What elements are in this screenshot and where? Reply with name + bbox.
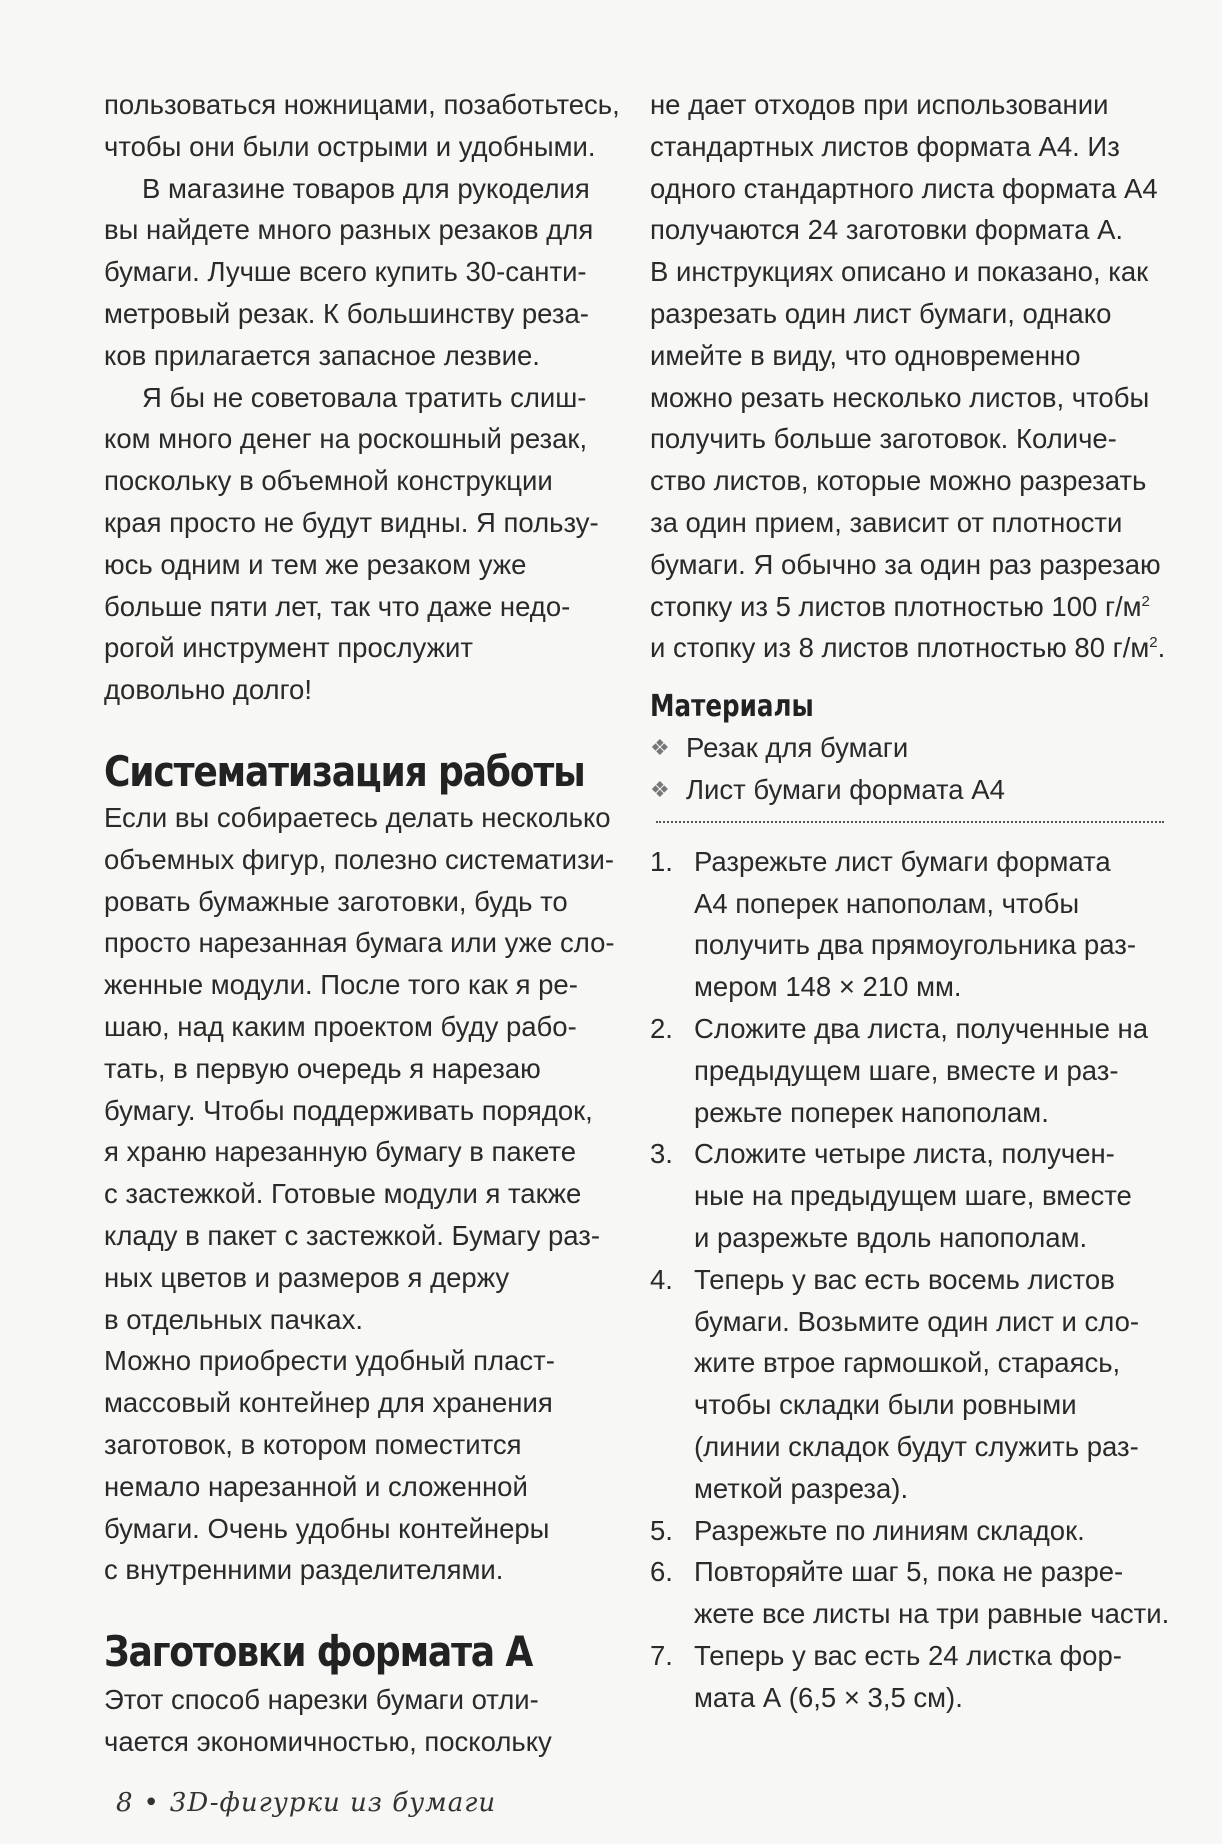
text-line: Теперь у вас есть 24 листка фор- bbox=[694, 1639, 1122, 1671]
page-footer bbox=[116, 1788, 496, 1818]
text-line: женные модули. После того как я ре- bbox=[104, 969, 578, 1001]
text-line: Можно приобрести удобный пласт- bbox=[104, 1345, 555, 1377]
text-line: А4 поперек напополам, чтобы bbox=[694, 887, 1080, 919]
text-line: просто нарезанная бумага или уже сло- bbox=[104, 927, 615, 959]
text-line: ком много денег на роскошный резак, bbox=[104, 423, 588, 455]
text-line: шаю, над каким проектом буду рабо- bbox=[104, 1010, 577, 1042]
step-text bbox=[694, 1259, 1170, 1510]
step-number: 3. bbox=[650, 1138, 673, 1170]
left-column bbox=[104, 84, 624, 1763]
text-line: бумаги. Я обычно за один раз разрезаю bbox=[650, 548, 1161, 580]
right-column bbox=[650, 84, 1170, 1718]
text-line: получить больше заготовок. Количе- bbox=[650, 423, 1117, 455]
step-item bbox=[650, 1510, 1170, 1552]
step-number: 7. bbox=[650, 1639, 673, 1671]
text-line: немало нарезанной и сложенной bbox=[104, 1470, 528, 1502]
section-heading: Систематизация работы bbox=[104, 746, 585, 796]
text-line: (линии складок будут служить раз- bbox=[694, 1430, 1139, 1462]
step-item bbox=[650, 1551, 1170, 1635]
diamond-bullet-icon: ❖ bbox=[650, 776, 670, 802]
materials-list bbox=[650, 727, 1170, 811]
paragraph bbox=[104, 1679, 624, 1763]
step-item bbox=[650, 1259, 1170, 1510]
text-line: получаются 24 заготовки формата А. bbox=[650, 214, 1124, 246]
book-title: 3D-фигурки из бумаги bbox=[169, 1788, 497, 1818]
text-line: и стопку из 8 листов плотностью 80 $г/м^2$. bbox=[650, 632, 1166, 664]
text-line: пользоваться ножницами, позаботьтесь, bbox=[104, 89, 620, 120]
paragraph bbox=[104, 84, 624, 168]
text-line: не дает отходов при использовании bbox=[650, 89, 1109, 120]
text-line: Если вы собираетесь делать несколько bbox=[104, 801, 611, 833]
text-line: Сложите два листа, полученные на bbox=[694, 1012, 1149, 1044]
text-line: ные на предыдущем шаге, вместе bbox=[694, 1180, 1132, 1212]
text-line: юсь одним и тем же резаком уже bbox=[104, 548, 527, 580]
step-text bbox=[694, 841, 1170, 1008]
text-line: края просто не будут видны. Я пользу- bbox=[104, 506, 599, 538]
step-item bbox=[650, 1133, 1170, 1258]
dotted-divider bbox=[656, 821, 1164, 823]
diamond-bullet-icon: ❖ bbox=[650, 735, 670, 761]
materials-item-label: Лист бумаги формата А4 bbox=[686, 773, 1005, 805]
text-line: Я бы не советовала тратить слиш- bbox=[142, 381, 587, 413]
text-line: Разрежьте по линиям складок. bbox=[694, 1514, 1085, 1546]
text-line: Этот способ нарезки бумаги отли- bbox=[104, 1684, 539, 1716]
text-line: стопку из 5 листов плотностью 100 $г/м^2$ bbox=[650, 590, 1150, 622]
step-number: 1. bbox=[650, 845, 673, 877]
text-line: тать, в первую очередь я нарезаю bbox=[104, 1052, 541, 1084]
text-line: предыдущем шаге, вместе и раз- bbox=[694, 1054, 1119, 1086]
text-line: одного стандартного листа формата А4 bbox=[650, 172, 1158, 204]
text-line: режьте поперек напополам. bbox=[694, 1096, 1049, 1128]
paragraph bbox=[104, 1340, 624, 1591]
text-line: вы найдете много разных резаков для bbox=[104, 214, 594, 246]
text-line: разрезать один лист бумаги, однако bbox=[650, 297, 1112, 329]
step-number: 5. bbox=[650, 1514, 673, 1546]
paragraph bbox=[104, 797, 624, 1340]
step-number: 6. bbox=[650, 1556, 673, 1588]
text-line: я храню нарезанную бумагу в пакете bbox=[104, 1136, 577, 1168]
text-line: можно резать несколько листов, чтобы bbox=[650, 381, 1150, 413]
text-line: бумаги. Лучше всего купить 30-санти- bbox=[104, 256, 587, 288]
text-line: ство листов, которые можно разрезать bbox=[650, 465, 1147, 497]
section-heading: Заготовки формата А bbox=[104, 1627, 533, 1677]
text-line: Сложите четыре листа, получен- bbox=[694, 1138, 1115, 1170]
text-line: с внутренними разделителями. bbox=[104, 1554, 504, 1586]
text-line: бумаги. Очень удобны контейнеры bbox=[104, 1512, 550, 1544]
step-text bbox=[694, 1635, 1170, 1719]
text-line: Разрежьте лист бумаги формата bbox=[694, 845, 1111, 877]
step-number: 2. bbox=[650, 1012, 673, 1044]
text-line: ных цветов и размеров я держу bbox=[104, 1261, 510, 1293]
text-line: кладу в пакет с застежкой. Бумагу раз- bbox=[104, 1219, 601, 1251]
step-text bbox=[694, 1133, 1170, 1258]
materials-item bbox=[650, 727, 1170, 769]
step-item bbox=[650, 841, 1170, 1008]
text-line: имейте в виду, что одновременно bbox=[650, 339, 1081, 371]
materials-heading: Материалы bbox=[650, 689, 814, 725]
text-line: метровый резак. К большинству реза- bbox=[104, 297, 589, 329]
text-line: поскольку в объемной конструкции bbox=[104, 465, 553, 497]
step-text bbox=[694, 1008, 1170, 1133]
text-line: меткой разреза). bbox=[694, 1472, 909, 1504]
text-line: чтобы они были острыми и удобными. bbox=[104, 130, 596, 162]
steps-list bbox=[650, 841, 1170, 1719]
text-line: стандартных листов формата А4. Из bbox=[650, 130, 1120, 162]
text-line: В магазине товаров для рукоделия bbox=[142, 172, 590, 204]
text-line: жите втрое гармошкой, стараясь, bbox=[694, 1347, 1121, 1379]
text-line: чтобы складки были ровными bbox=[694, 1389, 1077, 1421]
text-line: В инструкциях описано и показано, как bbox=[650, 256, 1149, 288]
materials-item bbox=[650, 769, 1170, 811]
text-line: в отдельных пачках. bbox=[104, 1303, 363, 1335]
text-line: мером 148 × 210 мм. bbox=[694, 971, 962, 1003]
step-item bbox=[650, 1635, 1170, 1719]
step-text bbox=[694, 1551, 1170, 1635]
footer-separator: • bbox=[143, 1788, 160, 1818]
text-line: жете все листы на три равные части. bbox=[694, 1598, 1170, 1630]
text-line: ровать бумажные заготовки, будь то bbox=[104, 885, 568, 917]
text-line: чается экономичностью, поскольку bbox=[104, 1725, 552, 1757]
text-line: бумаги. Возьмите один лист и сло- bbox=[694, 1305, 1140, 1337]
paragraph bbox=[650, 84, 1170, 586]
text-line: ков прилагается запасное лезвие. bbox=[104, 339, 540, 371]
paragraph bbox=[104, 168, 624, 377]
text-line: объемных фигур, полезно систематизи- bbox=[104, 843, 615, 875]
text-line: мата А (6,5 × 3,5 см). bbox=[694, 1681, 963, 1713]
page-number: 8 bbox=[116, 1788, 134, 1818]
text-line: массовый контейнер для хранения bbox=[104, 1387, 553, 1419]
text-line: и разрежьте вдоль напополам. bbox=[694, 1221, 1088, 1253]
materials-item-label: Резак для бумаги bbox=[686, 732, 909, 764]
paragraph bbox=[104, 377, 624, 711]
text-line: с застежкой. Готовые модули я также bbox=[104, 1178, 582, 1210]
text-line: Теперь у вас есть восемь листов bbox=[694, 1263, 1115, 1295]
text-line: больше пяти лет, так что даже недо- bbox=[104, 590, 571, 622]
text-line: бумагу. Чтобы поддерживать порядок, bbox=[104, 1094, 593, 1126]
text-line: заготовок, в котором поместится bbox=[104, 1428, 522, 1460]
step-number: 4. bbox=[650, 1263, 673, 1295]
text-line: довольно долго! bbox=[104, 674, 312, 706]
text-line: получить два прямоугольника раз- bbox=[694, 929, 1136, 961]
text-line: Повторяйте шаг 5, пока не разре- bbox=[694, 1556, 1124, 1588]
step-item bbox=[650, 1008, 1170, 1133]
step-text bbox=[694, 1510, 1170, 1552]
text-line: рогой инструмент прослужит bbox=[104, 632, 473, 664]
text-line: за один прием, зависит от плотности bbox=[650, 506, 1123, 538]
